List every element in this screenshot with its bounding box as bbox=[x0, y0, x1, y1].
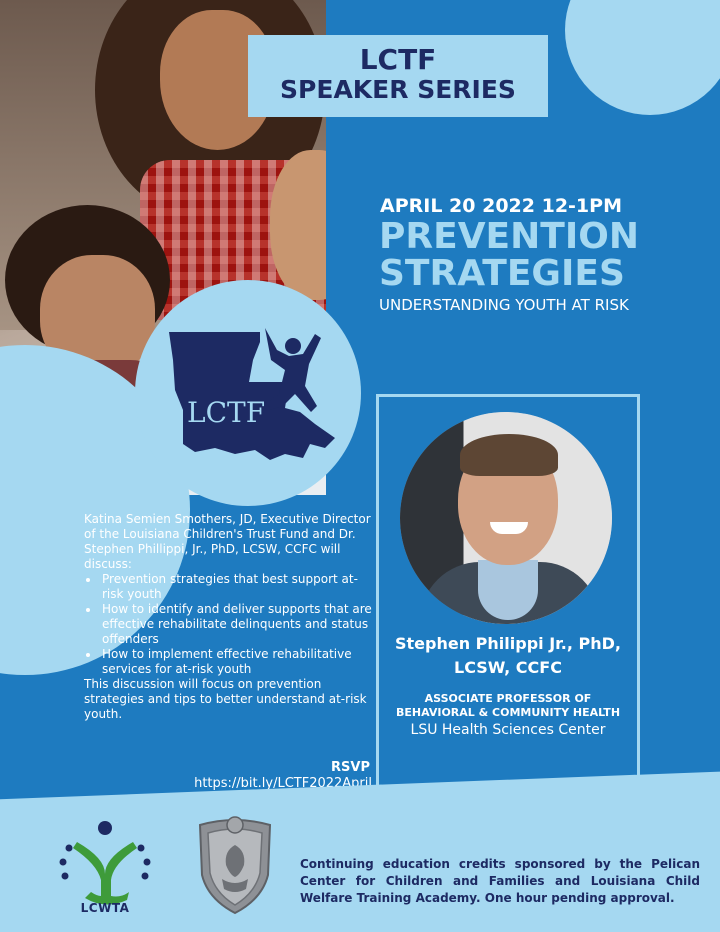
series-title-line2: SPEAKER SERIES bbox=[280, 75, 516, 104]
speaker-name-line2: LCSW, CCFC bbox=[454, 658, 562, 677]
credits-notice: Continuing education credits sponsored by the Pelican Center for Children and Families and Louisiana Child Welfare Training Academy. One hour pending approval. bbox=[300, 857, 700, 905]
lcwta-dots-icon bbox=[60, 821, 151, 880]
event-datetime: APRIL 20 2022 12-1PM bbox=[380, 195, 622, 217]
lctf-logo bbox=[165, 320, 340, 470]
description-intro: Katina Semien Smothers, JD, Executive Director of the Louisiana Children's Trust Fund and Dr. Stephen Phillippi, Jr., PhD, LCSW, CCFC will discuss: bbox=[84, 512, 371, 571]
jumping-figure-icon bbox=[265, 328, 321, 412]
description-bullet: • How to identify and deliver supports that are effective rehabilitate delinquents and status offenders bbox=[100, 602, 374, 647]
speaker-title-line2: BEHAVIORAL & COMMUNITY HEALTH bbox=[395, 706, 621, 719]
event-description bbox=[84, 512, 374, 722]
description-bullets bbox=[84, 572, 374, 677]
pelican-seal-icon bbox=[192, 815, 278, 915]
headline-line1: PREVENTION bbox=[379, 216, 639, 257]
decorative-circle-top bbox=[565, 0, 720, 115]
event-subheadline: UNDERSTANDING YOUTH AT RISK bbox=[379, 296, 629, 314]
series-title-box bbox=[248, 35, 548, 117]
description-bullet: • Prevention strategies that best support at-risk youth bbox=[100, 572, 374, 602]
series-title-line1: LCTF bbox=[359, 43, 437, 76]
lcwta-figure-icon bbox=[73, 842, 137, 905]
rsvp-label: RSVP bbox=[331, 760, 370, 775]
speaker-title-line1: ASSOCIATE PROFESSOR OF bbox=[424, 692, 592, 705]
description-bullet: • How to implement effective rehabilitative services for at-risk youth bbox=[100, 647, 374, 677]
lctf-logo-text: LCTF bbox=[187, 396, 266, 429]
event-headline bbox=[379, 218, 639, 292]
headline-line2: STRATEGIES bbox=[379, 253, 625, 294]
rsvp-link[interactable]: https://bit.ly/LCTF2022April bbox=[194, 776, 372, 791]
description-closing: This discussion will focus on prevention strategies and tips to better understand at-risk youth. bbox=[84, 677, 367, 721]
speaker-portrait bbox=[400, 412, 612, 624]
speaker-organization: LSU Health Sciences Center bbox=[410, 722, 606, 738]
lcwta-label: LCWTA bbox=[80, 901, 130, 915]
speaker-name-line1: Stephen Philippi Jr., PhD, bbox=[395, 634, 621, 653]
